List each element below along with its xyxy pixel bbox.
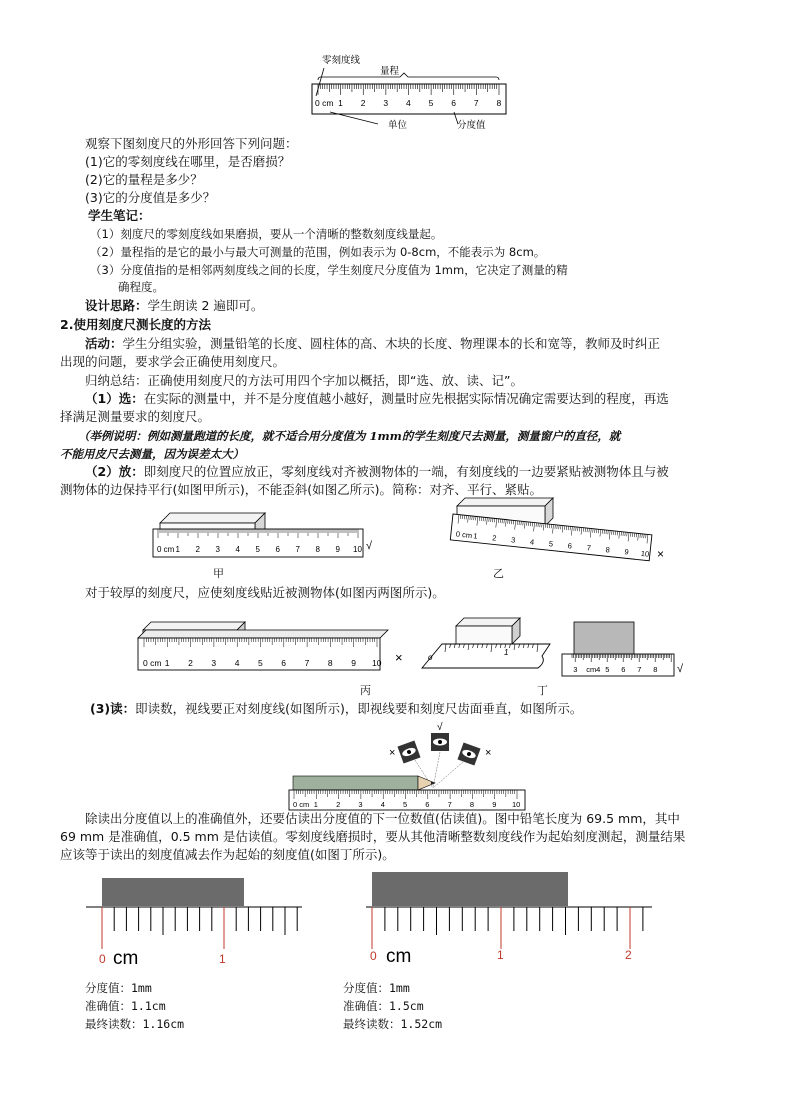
ruler-tick-label: 5 [255, 545, 260, 554]
top-ruler-tick-label: 7 [473, 98, 479, 108]
ruler-tick-label: 3 [510, 535, 516, 545]
ruler-ding-tick-label: 6 [621, 665, 626, 674]
top-ruler-tick-label: 1 [338, 98, 343, 108]
activity-line-a [85, 335, 660, 353]
ruler-tick-label: 3 [211, 658, 217, 668]
estimate-line-a: 除读出分度值以上的准确值外，还要估读出分度值的下一位数值(估读值)。图中铅笔长度为 69.5 mm，其中 [85, 811, 680, 826]
measure-left-division: 分度值：1mm [85, 981, 152, 995]
design-label: 设计思路： [85, 298, 148, 313]
question-2: (2)它的量程是多少？ [85, 172, 203, 187]
activity-text-a: 学生分组实验，测量铅笔的长度、圆柱体的高、木块的长度、物理课本的长和宽等，教师及时纠正 [122, 336, 661, 351]
ruler-tick-label: 7 [586, 543, 592, 553]
activity-line-b: 出现的问题，要求学会正确使用刻度尺。 [60, 354, 286, 369]
ruler-tick-label: 1 [175, 545, 180, 554]
measure-left-final: 最终读数：1.16cm [85, 1017, 185, 1031]
note-2: （2）量程指的是它的最小与最大可测量的范围，例如表示为 0-8cm，不能表示为 8cm。 [90, 245, 546, 259]
ruler-tick-label: 9 [492, 800, 497, 809]
range-label: 量程 [380, 66, 400, 77]
place-text-a: 即刻度尺的位置应放正，零刻度线对齐被测物体的一端，有刻度线的一边要紧贴被测物体且与被 [143, 464, 669, 479]
measured-block-left [102, 878, 244, 906]
ruler-tick-label: 0 cm [157, 545, 175, 554]
example-line-b: 不能用皮尺去测量，因为误差太大） [60, 447, 244, 461]
ruler-ding-tick-label: 3 [573, 665, 578, 674]
ruler-tick-label: 4 [529, 537, 535, 547]
top-ruler-tick-label: 3 [383, 98, 389, 108]
select-label: （1）选： [85, 391, 144, 406]
ruler-tick-label: 0 cm [143, 658, 162, 668]
ruler-tick-label: 1 [313, 800, 318, 809]
ruler-tick-label: 5 [403, 800, 408, 809]
select-line-b: 择满足测量要求的刻度尺。 [60, 409, 211, 424]
ruler-parts-figure [300, 50, 515, 132]
figure-bing [133, 618, 413, 680]
ruler-tick-label: 6 [567, 541, 573, 551]
place-line-a [85, 463, 669, 481]
section2-title: 2.使用刻度尺测长度的方法 [60, 317, 211, 332]
note-3b: 确程度。 [118, 280, 164, 294]
ruler-tick-label: 8 [469, 800, 475, 809]
ruler-tick-label: 2 [195, 545, 200, 554]
note-1: （1）刻度尺的零刻度线如果磨损，要从一个清晰的整数刻度线量起。 [90, 227, 443, 241]
label-bing: 丙 [360, 684, 371, 697]
measure-right-zero: 0 [370, 949, 377, 963]
zero-line-label: 零刻度线 [322, 55, 361, 66]
place-line-b: 测物体的边保持平行(如图甲所示)，不能歪斜(如图乙所示)。简称：对齐、平行、紧贴。 [60, 482, 543, 497]
read-label: (3)读： [90, 701, 136, 716]
measure-right-two: 2 [625, 948, 632, 962]
ruler-tick-label: 3 [358, 800, 363, 809]
measure-right-unit: cm [386, 946, 412, 967]
ruler-tick-label: 4 [234, 658, 240, 668]
activity-label: 活动： [85, 336, 123, 351]
check-mark-top: √ [437, 722, 443, 733]
measure-right-final: 最终读数：1.52cm [343, 1017, 443, 1031]
top-ruler-tick-label: 2 [360, 98, 366, 108]
ruler-tick-label: 0 cm [293, 800, 310, 809]
ruler-ding-tick-label: 8 [653, 665, 658, 674]
select-line-a [85, 390, 669, 408]
top-ruler-tick-label: 6 [451, 98, 456, 108]
ruler-tick-label: 8 [315, 545, 320, 554]
eye-right [457, 742, 480, 765]
pencil-body [293, 776, 418, 790]
measure-left-accurate: 准确值：1.1cm [85, 999, 166, 1013]
figure-jia [150, 505, 380, 577]
estimate-line-c: 应该等于读出的刻度值减去作为起始的刻度值(如图丁所示)。 [60, 847, 395, 862]
measure-left-zero: 0 [99, 952, 106, 966]
design-line [85, 297, 263, 315]
ruler-tick-label: 7 [295, 545, 300, 554]
figure-ding-right [560, 620, 690, 680]
measure-figure-right [360, 862, 660, 972]
eye-center [431, 733, 449, 751]
svg-text:1: 1 [504, 648, 509, 657]
unit-label: 单位 [388, 120, 408, 131]
measure-right-accurate: 准确值：1.5cm [343, 999, 424, 1013]
question-intro: 观察下图刻度尺的外形回答下列问题： [85, 136, 298, 151]
example-line-a: （举例说明：例如测量跑道的长度，就不适合用分度值为 1mm的学生刻度尺去测量，测量窗户的直径，就 [78, 429, 621, 443]
ruler-yi [450, 514, 652, 561]
figure-reading [285, 716, 530, 814]
note-3a: （3）分度值指的是相邻两刻度线之间的长度，学生刻度尺分度值为 1mm，它决定了测量的精 [90, 263, 568, 277]
ruler-ding-tick-label: cm4 [586, 665, 601, 674]
label-jia: 甲 [213, 567, 224, 580]
ruler-tick-label: 9 [624, 547, 630, 557]
ruler-tick-label: 3 [215, 545, 220, 554]
eye-left [397, 740, 420, 763]
cross-mark-bing: × [395, 650, 403, 665]
ruler-ding-tick-label: 7 [637, 665, 642, 674]
ruler-tick-label: 2 [188, 658, 193, 668]
ruler-tick-label: 6 [425, 800, 430, 809]
notes-title: 学生笔记： [88, 208, 151, 223]
division-label: 分度值 [457, 120, 486, 131]
cross-mark-left: × [389, 747, 396, 759]
ruler-ding-tick-label: 5 [605, 665, 610, 674]
top-ruler-tick-label: 8 [496, 98, 502, 108]
measure-figure-left [80, 868, 310, 973]
ruler-tick-label: 1 [472, 531, 478, 541]
ruler-tick-label: 4 [380, 800, 385, 809]
ruler-tick-label: 9 [351, 658, 356, 668]
ruler-tick-label: 7 [304, 658, 310, 668]
ruler-tick-label: 2 [336, 800, 341, 809]
ruler-tick-label: 6 [275, 545, 280, 554]
question-1: (1)它的零刻度线在哪里，是否磨损？ [85, 154, 291, 169]
ruler-tick-label: 7 [447, 800, 452, 809]
measure-left-unit: cm [113, 948, 139, 969]
thick-ruler-line: 对于较厚的刻度尺，应使刻度线贴近被测物体(如图丙两图所示)。 [85, 585, 445, 600]
place-label: （2）放： [85, 464, 144, 479]
measure-right-division: 分度值：1mm [343, 981, 410, 995]
design-text: 学生朗读 2 遍即可。 [147, 298, 264, 313]
measured-block-right [372, 872, 568, 906]
ruler-tick-label: 5 [548, 539, 554, 549]
top-ruler-tick-label: 5 [428, 98, 434, 108]
check-mark-ding: √ [677, 663, 684, 675]
measure-left-one: 1 [219, 952, 226, 966]
measure-right-one: 1 [497, 948, 504, 962]
ruler-tick-label: 2 [491, 533, 497, 543]
estimate-line-b: 69 mm 是准确值，0.5 mm 是估读值。零刻度线磨损时，要从其他清晰整数刻度线作为起始刻度测起，测量结果 [60, 829, 686, 844]
summary-line: 归纳总结：正确使用刻度尺的方法可用四个字加以概括，即“选、放、读、记”。 [85, 373, 523, 388]
ruler-tick-label: 8 [605, 545, 611, 555]
svg-text:o: o [428, 653, 433, 662]
ruler-tick-label: 10 [353, 545, 362, 554]
cross-mark-yi: × [657, 547, 665, 561]
gray-block-ding [574, 622, 634, 654]
figure-ding-left [418, 612, 558, 680]
top-ruler-tick-label: 4 [406, 98, 411, 108]
ruler-tick-label: 5 [258, 658, 263, 668]
question-3: (3)它的分度值是多少？ [85, 190, 216, 205]
ruler-tick-label: 8 [327, 658, 333, 668]
top-ruler-tick-label: 0 cm [315, 98, 334, 108]
check-mark-jia: √ [366, 540, 373, 552]
ruler-tick-label: 10 [640, 548, 650, 559]
ruler-tick-label: 6 [281, 658, 287, 668]
ruler-tick-label: 1 [164, 658, 170, 668]
label-yi: 乙 [493, 567, 504, 580]
label-ding: 丁 [537, 684, 548, 697]
read-text: 即读数，视线要正对刻度线(如图所示)，即视线要和刻度尺齿面垂直，如图所示。 [135, 701, 583, 716]
ruler-tick-label: 4 [235, 545, 240, 554]
ruler-tick-label: 0 cm [455, 529, 473, 541]
ruler-tick-label: 10 [512, 800, 521, 809]
ruler-tick-label: 9 [335, 545, 340, 554]
cross-mark-right: × [485, 747, 492, 759]
figure-yi [445, 492, 675, 572]
select-text-a: 在实际的测量中，并不是分度值越小越好，测量时应先根据实际情况确定需要达到的程度，再选 [143, 391, 669, 406]
ruler-tick-label: 10 [372, 658, 382, 668]
